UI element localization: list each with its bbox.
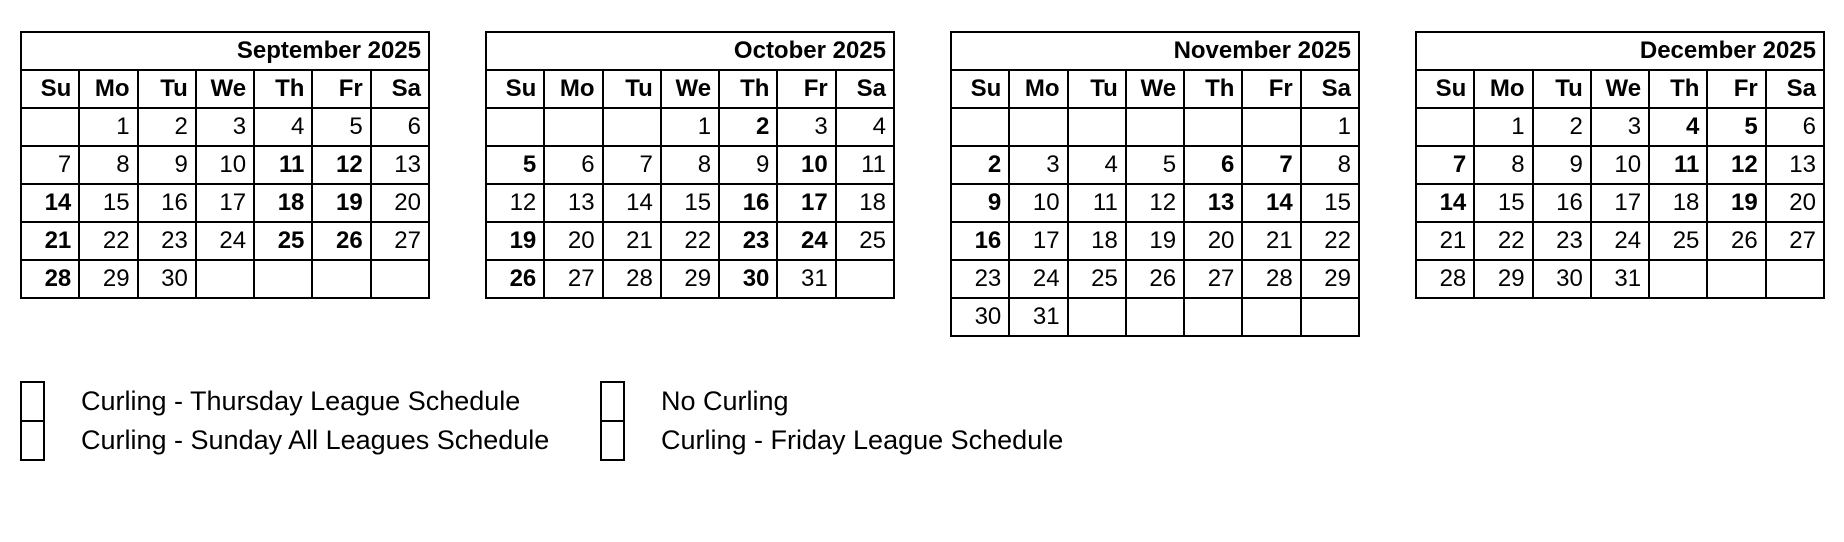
day-cell: 25 bbox=[254, 222, 312, 260]
day-cell: 26 bbox=[486, 260, 544, 298]
month-title: November 2025 bbox=[951, 32, 1359, 70]
legend-label: Curling - Friday League Schedule bbox=[661, 425, 1064, 455]
legend bbox=[20, 381, 1844, 461]
month-calendar-december-2025 bbox=[1415, 31, 1825, 299]
day-cell: 11 bbox=[836, 146, 894, 184]
week-row bbox=[1416, 184, 1824, 222]
empty-day-cell bbox=[1242, 108, 1300, 146]
day-cell: 13 bbox=[544, 184, 602, 222]
day-cell: 23 bbox=[1533, 222, 1591, 260]
day-header-th: Th bbox=[719, 70, 777, 108]
day-cell: 11 bbox=[1068, 184, 1126, 222]
legend-label: No Curling bbox=[661, 386, 789, 416]
day-cell: 10 bbox=[777, 146, 835, 184]
legend-swatch-friday-icon bbox=[600, 420, 625, 461]
day-cell: 17 bbox=[1009, 222, 1067, 260]
day-cell: 31 bbox=[1591, 260, 1649, 298]
month-calendar-september-2025 bbox=[20, 31, 430, 299]
week-row bbox=[1416, 146, 1824, 184]
day-cell: 30 bbox=[138, 260, 196, 298]
day-cell: 4 bbox=[836, 108, 894, 146]
week-row bbox=[486, 260, 894, 298]
absent-cell bbox=[836, 260, 894, 298]
day-cell: 28 bbox=[21, 260, 79, 298]
day-header-sa: Sa bbox=[836, 70, 894, 108]
day-cell: 10 bbox=[196, 146, 254, 184]
day-cell: 25 bbox=[1068, 260, 1126, 298]
day-cell: 7 bbox=[21, 146, 79, 184]
day-header-sa: Sa bbox=[1301, 70, 1359, 108]
day-header-th: Th bbox=[1649, 70, 1707, 108]
week-row bbox=[951, 260, 1359, 298]
week-row bbox=[951, 184, 1359, 222]
day-cell: 20 bbox=[371, 184, 429, 222]
day-cell: 27 bbox=[1184, 260, 1242, 298]
day-cell: 17 bbox=[1591, 184, 1649, 222]
day-header-tu: Tu bbox=[1068, 70, 1126, 108]
absent-cell bbox=[1126, 298, 1184, 336]
day-cell: 28 bbox=[1242, 260, 1300, 298]
day-cell: 21 bbox=[1242, 222, 1300, 260]
absent-cell bbox=[254, 260, 312, 298]
day-cell: 12 bbox=[312, 146, 370, 184]
day-cell: 10 bbox=[1009, 184, 1067, 222]
day-cell: 2 bbox=[951, 146, 1009, 184]
week-row bbox=[951, 222, 1359, 260]
day-cell: 5 bbox=[1707, 108, 1765, 146]
day-cell: 30 bbox=[1533, 260, 1591, 298]
day-cell: 12 bbox=[486, 184, 544, 222]
day-cell: 19 bbox=[312, 184, 370, 222]
absent-cell bbox=[1242, 298, 1300, 336]
day-cell: 18 bbox=[1068, 222, 1126, 260]
day-cell: 3 bbox=[1591, 108, 1649, 146]
day-cell: 26 bbox=[312, 222, 370, 260]
legend-swatch-thursday-icon bbox=[20, 381, 45, 422]
day-cell: 16 bbox=[1533, 184, 1591, 222]
day-cell: 21 bbox=[1416, 222, 1474, 260]
absent-cell bbox=[1184, 298, 1242, 336]
week-row bbox=[21, 222, 429, 260]
day-header-mo: Mo bbox=[1009, 70, 1067, 108]
day-cell: 11 bbox=[254, 146, 312, 184]
week-row bbox=[1416, 222, 1824, 260]
day-cell: 31 bbox=[777, 260, 835, 298]
day-cell: 1 bbox=[79, 108, 137, 146]
day-cell: 16 bbox=[138, 184, 196, 222]
day-cell: 21 bbox=[21, 222, 79, 260]
day-header-su: Su bbox=[21, 70, 79, 108]
day-cell: 6 bbox=[544, 146, 602, 184]
day-cell: 25 bbox=[1649, 222, 1707, 260]
week-row bbox=[951, 146, 1359, 184]
day-cell: 6 bbox=[371, 108, 429, 146]
empty-day-cell bbox=[1068, 108, 1126, 146]
day-cell: 23 bbox=[138, 222, 196, 260]
absent-cell bbox=[1068, 298, 1126, 336]
day-cell: 1 bbox=[661, 108, 719, 146]
day-cell: 5 bbox=[312, 108, 370, 146]
day-cell: 13 bbox=[1184, 184, 1242, 222]
legend-swatch-none-icon bbox=[600, 381, 625, 422]
day-cell: 12 bbox=[1707, 146, 1765, 184]
day-cell: 19 bbox=[1126, 222, 1184, 260]
day-cell: 2 bbox=[1533, 108, 1591, 146]
day-cell: 7 bbox=[603, 146, 661, 184]
day-cell: 1 bbox=[1474, 108, 1532, 146]
week-row bbox=[21, 146, 429, 184]
day-cell: 24 bbox=[196, 222, 254, 260]
day-cell: 26 bbox=[1126, 260, 1184, 298]
day-header-we: We bbox=[661, 70, 719, 108]
day-cell: 13 bbox=[371, 146, 429, 184]
day-cell: 6 bbox=[1184, 146, 1242, 184]
day-cell: 8 bbox=[1474, 146, 1532, 184]
absent-cell bbox=[1649, 260, 1707, 298]
day-cell: 20 bbox=[1184, 222, 1242, 260]
day-cell: 17 bbox=[196, 184, 254, 222]
legend-item bbox=[600, 420, 1180, 461]
day-cell: 20 bbox=[544, 222, 602, 260]
day-cell: 5 bbox=[1126, 146, 1184, 184]
day-cell: 23 bbox=[951, 260, 1009, 298]
day-cell: 23 bbox=[719, 222, 777, 260]
day-cell: 20 bbox=[1766, 184, 1824, 222]
day-cell: 10 bbox=[1591, 146, 1649, 184]
day-cell: 8 bbox=[79, 146, 137, 184]
day-cell: 12 bbox=[1126, 184, 1184, 222]
empty-day-cell bbox=[21, 108, 79, 146]
legend-swatch-sunday-icon bbox=[20, 420, 45, 461]
empty-day-cell bbox=[951, 108, 1009, 146]
day-header-mo: Mo bbox=[79, 70, 137, 108]
day-cell: 22 bbox=[1301, 222, 1359, 260]
day-header-th: Th bbox=[254, 70, 312, 108]
day-cell: 2 bbox=[719, 108, 777, 146]
day-header-su: Su bbox=[951, 70, 1009, 108]
day-cell: 24 bbox=[1009, 260, 1067, 298]
day-header-we: We bbox=[1126, 70, 1184, 108]
day-header-fr: Fr bbox=[1707, 70, 1765, 108]
day-cell: 22 bbox=[1474, 222, 1532, 260]
empty-day-cell bbox=[1009, 108, 1067, 146]
day-cell: 16 bbox=[951, 222, 1009, 260]
day-header-tu: Tu bbox=[138, 70, 196, 108]
absent-cell bbox=[1301, 298, 1359, 336]
week-row bbox=[1416, 108, 1824, 146]
day-cell: 22 bbox=[661, 222, 719, 260]
day-cell: 27 bbox=[544, 260, 602, 298]
month-title: December 2025 bbox=[1416, 32, 1824, 70]
legend-item bbox=[600, 381, 1180, 422]
day-cell: 30 bbox=[951, 298, 1009, 336]
day-cell: 4 bbox=[1068, 146, 1126, 184]
empty-day-cell bbox=[1416, 108, 1474, 146]
day-cell: 27 bbox=[1766, 222, 1824, 260]
empty-day-cell bbox=[1184, 108, 1242, 146]
week-row bbox=[486, 108, 894, 146]
day-cell: 14 bbox=[1242, 184, 1300, 222]
day-cell: 8 bbox=[1301, 146, 1359, 184]
day-header-fr: Fr bbox=[1242, 70, 1300, 108]
day-cell: 6 bbox=[1766, 108, 1824, 146]
week-row bbox=[486, 184, 894, 222]
absent-cell bbox=[371, 260, 429, 298]
day-cell: 17 bbox=[777, 184, 835, 222]
day-cell: 14 bbox=[1416, 184, 1474, 222]
day-cell: 13 bbox=[1766, 146, 1824, 184]
week-row bbox=[951, 298, 1359, 336]
week-row bbox=[951, 108, 1359, 146]
day-cell: 14 bbox=[21, 184, 79, 222]
day-cell: 3 bbox=[777, 108, 835, 146]
day-cell: 4 bbox=[254, 108, 312, 146]
week-row bbox=[21, 184, 429, 222]
day-cell: 7 bbox=[1416, 146, 1474, 184]
month-calendar-november-2025 bbox=[950, 31, 1360, 337]
week-row bbox=[486, 146, 894, 184]
day-cell: 15 bbox=[1474, 184, 1532, 222]
legend-column bbox=[20, 381, 600, 461]
day-cell: 29 bbox=[1474, 260, 1532, 298]
absent-cell bbox=[312, 260, 370, 298]
day-cell: 18 bbox=[836, 184, 894, 222]
day-cell: 15 bbox=[79, 184, 137, 222]
day-header-tu: Tu bbox=[603, 70, 661, 108]
day-cell: 9 bbox=[951, 184, 1009, 222]
day-header-sa: Sa bbox=[1766, 70, 1824, 108]
day-cell: 24 bbox=[777, 222, 835, 260]
day-header-mo: Mo bbox=[544, 70, 602, 108]
empty-day-cell bbox=[603, 108, 661, 146]
day-cell: 11 bbox=[1649, 146, 1707, 184]
day-cell: 5 bbox=[486, 146, 544, 184]
legend-column bbox=[600, 381, 1180, 461]
day-header-su: Su bbox=[1416, 70, 1474, 108]
day-header-mo: Mo bbox=[1474, 70, 1532, 108]
absent-cell bbox=[1766, 260, 1824, 298]
day-cell: 9 bbox=[719, 146, 777, 184]
day-cell: 16 bbox=[719, 184, 777, 222]
empty-day-cell bbox=[486, 108, 544, 146]
day-cell: 28 bbox=[603, 260, 661, 298]
week-row bbox=[21, 108, 429, 146]
day-cell: 24 bbox=[1591, 222, 1649, 260]
day-cell: 29 bbox=[79, 260, 137, 298]
day-cell: 9 bbox=[1533, 146, 1591, 184]
day-header-su: Su bbox=[486, 70, 544, 108]
month-title: September 2025 bbox=[21, 32, 429, 70]
legend-label: Curling - Sunday All Leagues Schedule bbox=[81, 425, 550, 455]
day-cell: 27 bbox=[371, 222, 429, 260]
day-cell: 4 bbox=[1649, 108, 1707, 146]
day-cell: 21 bbox=[603, 222, 661, 260]
week-row bbox=[486, 222, 894, 260]
day-header-we: We bbox=[196, 70, 254, 108]
day-cell: 1 bbox=[1301, 108, 1359, 146]
day-cell: 2 bbox=[138, 108, 196, 146]
day-cell: 15 bbox=[1301, 184, 1359, 222]
day-cell: 29 bbox=[1301, 260, 1359, 298]
month-calendar-october-2025 bbox=[485, 31, 895, 299]
absent-cell bbox=[196, 260, 254, 298]
day-cell: 7 bbox=[1242, 146, 1300, 184]
day-cell: 8 bbox=[661, 146, 719, 184]
day-header-fr: Fr bbox=[312, 70, 370, 108]
legend-item bbox=[20, 381, 600, 422]
absent-cell bbox=[1707, 260, 1765, 298]
day-cell: 22 bbox=[79, 222, 137, 260]
day-cell: 26 bbox=[1707, 222, 1765, 260]
day-cell: 15 bbox=[661, 184, 719, 222]
month-title: October 2025 bbox=[486, 32, 894, 70]
day-cell: 19 bbox=[1707, 184, 1765, 222]
day-cell: 3 bbox=[196, 108, 254, 146]
day-cell: 3 bbox=[1009, 146, 1067, 184]
day-cell: 9 bbox=[138, 146, 196, 184]
empty-day-cell bbox=[544, 108, 602, 146]
legend-label: Curling - Thursday League Schedule bbox=[81, 386, 521, 416]
day-cell: 31 bbox=[1009, 298, 1067, 336]
day-cell: 25 bbox=[836, 222, 894, 260]
day-header-tu: Tu bbox=[1533, 70, 1591, 108]
week-row bbox=[1416, 260, 1824, 298]
day-cell: 30 bbox=[719, 260, 777, 298]
legend-item bbox=[20, 420, 600, 461]
week-row bbox=[21, 260, 429, 298]
empty-day-cell bbox=[1126, 108, 1184, 146]
day-header-sa: Sa bbox=[371, 70, 429, 108]
day-cell: 18 bbox=[254, 184, 312, 222]
day-cell: 29 bbox=[661, 260, 719, 298]
day-header-we: We bbox=[1591, 70, 1649, 108]
day-cell: 14 bbox=[603, 184, 661, 222]
day-cell: 28 bbox=[1416, 260, 1474, 298]
day-cell: 19 bbox=[486, 222, 544, 260]
day-header-fr: Fr bbox=[777, 70, 835, 108]
day-header-th: Th bbox=[1184, 70, 1242, 108]
day-cell: 18 bbox=[1649, 184, 1707, 222]
